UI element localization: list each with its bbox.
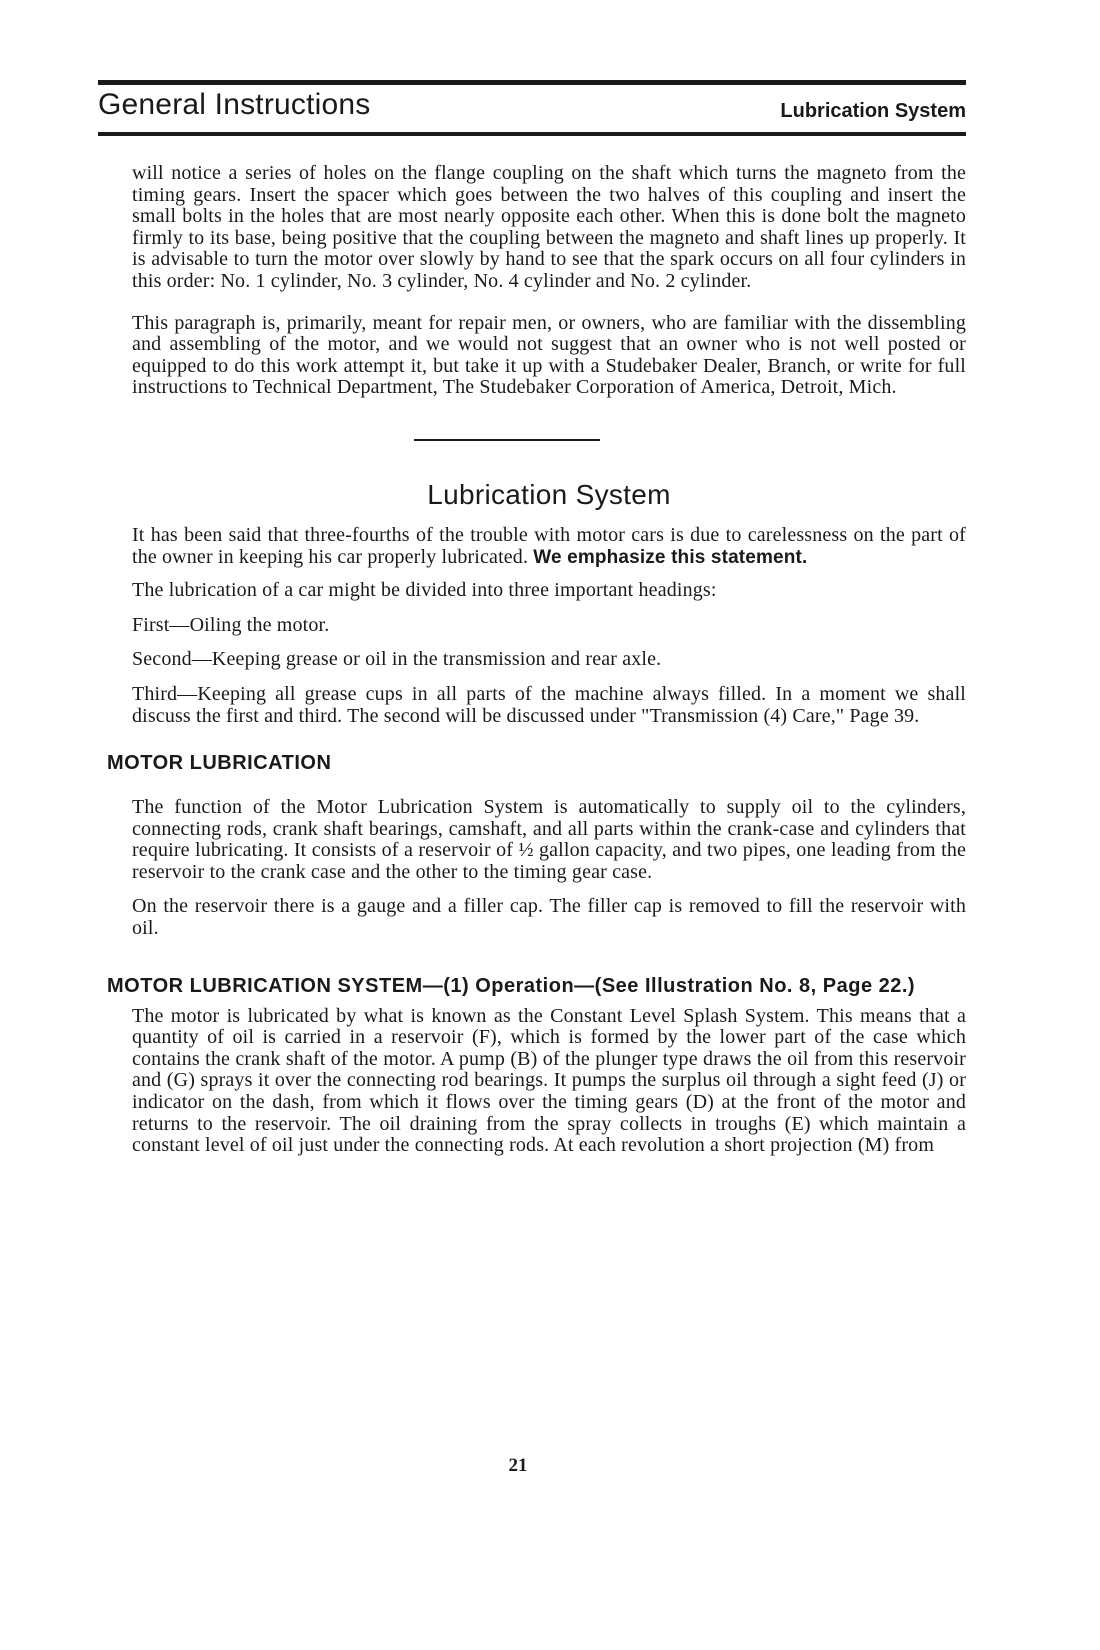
- header-rule-top: [98, 80, 966, 85]
- system-operation-heading: [107, 973, 978, 999]
- intro-emphasis: We emphasize this statement.: [533, 546, 808, 568]
- section-divider: [414, 439, 600, 441]
- reservoir-paragraph: On the reservoir there is a gauge and a filler cap. The filler cap is removed to fill the reservoir with oil.: [132, 895, 966, 940]
- repair-note-paragraph: This paragraph is, primarily, meant for repair men, or owners, who are familiar with the dissembling and assembling of the motor, and we would not suggest that an owner who is not well posted or equipped to do this work attempt it, but take it up with a Studebaker Dealer, Branch, or write for full instructions to Technical Department, The Studebaker Corporation of America, Detroit, Mich.: [132, 311, 966, 399]
- intro-text: It has been said that three-fourths of the trouble with motor cars is due to carelessness on the part of the owner in keeping his car properly lubricated.: [132, 523, 966, 568]
- motor-lubrication-heading: MOTOR LUBRICATION: [107, 752, 332, 775]
- system-heading-main: MOTOR LUBRICATION SYSTEM—(1): [107, 974, 470, 997]
- running-head-left: General Instructions: [98, 88, 371, 121]
- page-body: [107, 162, 966, 1157]
- section-title: Lubrication System: [427, 478, 671, 510]
- headings-intro: The lubrication of a car might be divided into three important headings:: [132, 579, 717, 602]
- running-head-right: Lubrication System: [780, 100, 966, 122]
- system-heading-sub: Operation—(See Illustration No. 8, Page 22.): [475, 974, 916, 997]
- continued-paragraph: will notice a series of holes on the flange coupling on the shaft which turns the magneto from the timing gears. Insert the spacer which goes between the two halves of this coupling and insert the small bolts in the holes that are most nearly opposite each other. When this is done bolt the magneto firmly to its base, being positive that the coupling between the magneto and shaft lines up properly. It is advisable to turn the motor over slowly by hand to see that the spark occurs on all four cylinders in this order: No. 1 cylinder, No. 3 cylinder, No. 4 cylinder and No. 2 cylinder.: [132, 162, 966, 292]
- heading-item-second: Second—Keeping grease or oil in the transmission and rear axle.: [132, 648, 662, 671]
- page-number: 21: [508, 1455, 528, 1476]
- heading-item-third: Third—Keeping all grease cups in all parts of the machine always filled. In a moment we shall discuss the first and third. The second will be discussed under "Transmission (4) Care," Page 39.: [132, 682, 966, 727]
- page-number-container: [0, 1455, 1100, 1477]
- motor-lubrication-paragraph: The function of the Motor Lubrication System is automatically to supply oil to the cylinders, connecting rods, crank shaft bearings, camshaft, and all parts within the crank-case and cylinders that require lubricating. It consists of a reservoir of ½ gallon capacity, and two pipes, one leading from the reservoir to the crank case and the other to the timing gear case.: [132, 796, 966, 883]
- intro-paragraph: [132, 525, 966, 568]
- heading-item-first: First—Oiling the motor.: [132, 613, 330, 636]
- header-rule-bottom: [98, 132, 966, 136]
- system-operation-paragraph: The motor is lubricated by what is known as the Constant Level Splash System. This means that a quantity of oil is carried in a reservoir (F), which is formed by the lower part of the case which contains the crank shaft of the motor. A pump (B) of the plunger type draws the oil from this reservoir and (G) sprays it over the connecting rod bearings. It pumps the surplus oil through a sight feed (J) or indicator on the dash, from which it flows over the timing gears (D) at the front of the motor and returns to the reservoir. The oil draining from the spray collects in troughs (E) which maintain a constant level of oil just under the connecting rods. At each revolution a short projection (M) from: [132, 1004, 966, 1157]
